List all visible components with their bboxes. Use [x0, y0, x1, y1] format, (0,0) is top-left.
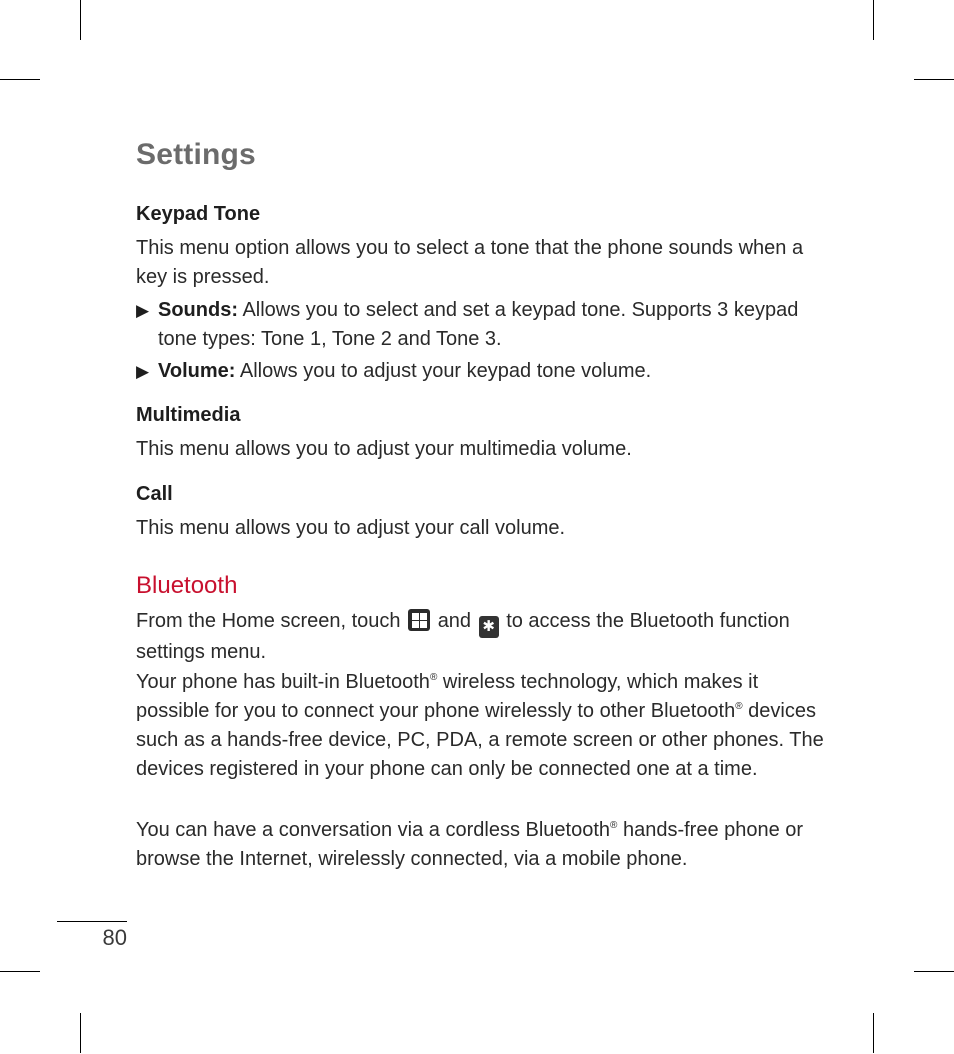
registered-mark: ®: [429, 672, 438, 683]
keypad-tone-heading: Keypad Tone: [136, 203, 261, 225]
keypad-tone-description: This menu option allows you to select a tone that the phone sounds when a key is pressed.: [136, 237, 804, 288]
crop-mark: [0, 79, 40, 80]
multimedia-description: This menu allows you to adjust your multimedia volume.: [136, 438, 632, 460]
registered-mark: ®: [610, 820, 618, 831]
p3-part-a: You can have a conversation via a cordless Bluetooth: [136, 819, 611, 841]
crop-mark: [873, 0, 874, 40]
bluetooth-heading: Bluetooth: [136, 572, 238, 599]
intro-and: and: [437, 610, 472, 632]
crop-mark: [0, 971, 40, 972]
sounds-bullet: [136, 296, 826, 354]
bluetooth-icon: ✱: [479, 616, 499, 638]
multimedia-heading: Multimedia: [136, 404, 241, 426]
volume-label: Volume:: [158, 360, 236, 382]
intro-before: From the Home screen, touch: [136, 610, 401, 632]
page-title: Settings: [136, 138, 256, 171]
registered-mark: ®: [735, 701, 743, 712]
call-description: This menu allows you to adjust your call volume.: [136, 517, 566, 539]
p2-part-a: Your phone has built-in Bluetooth: [136, 671, 430, 693]
bluetooth-paragraph-3: [136, 816, 826, 874]
volume-bullet: [136, 357, 826, 386]
volume-text: Allows you to adjust your keypad tone volume.: [239, 360, 652, 382]
page-number: 80: [102, 925, 127, 950]
crop-mark: [873, 1013, 874, 1053]
call-heading: Call: [136, 483, 173, 505]
bullet-arrow-icon: ▶: [136, 301, 150, 320]
sounds-text: Allows you to select and set a keypad tone. Supports 3 keypad tone types: Tone 1, Tone 2 and Tone 3.: [158, 299, 799, 350]
intro-after: to access the Bluetooth function settings menu.: [136, 610, 790, 663]
p2-part-b: wireless technology, which makes it possible for you to connect your phone wirelessly to other Bluetooth: [136, 671, 759, 722]
p2-part-c: devices such as a hands-free device, PC, PDA, a remote screen or other phones. The devices registered in your phone can only be connected one at a time.: [136, 700, 824, 780]
bluetooth-intro: [136, 607, 826, 667]
bullet-arrow-icon: ▶: [136, 362, 150, 381]
crop-mark: [80, 1013, 81, 1053]
crop-mark: [914, 971, 954, 972]
bluetooth-paragraph-2: [136, 668, 826, 784]
page-number-rule: [57, 921, 127, 922]
crop-mark: [914, 79, 954, 80]
sounds-label: Sounds:: [158, 299, 238, 321]
crop-mark: [80, 0, 81, 40]
apps-grid-icon: [408, 609, 430, 631]
p3-part-b: hands-free phone or browse the Internet, wirelessly connected, via a mobile phone.: [136, 819, 804, 870]
